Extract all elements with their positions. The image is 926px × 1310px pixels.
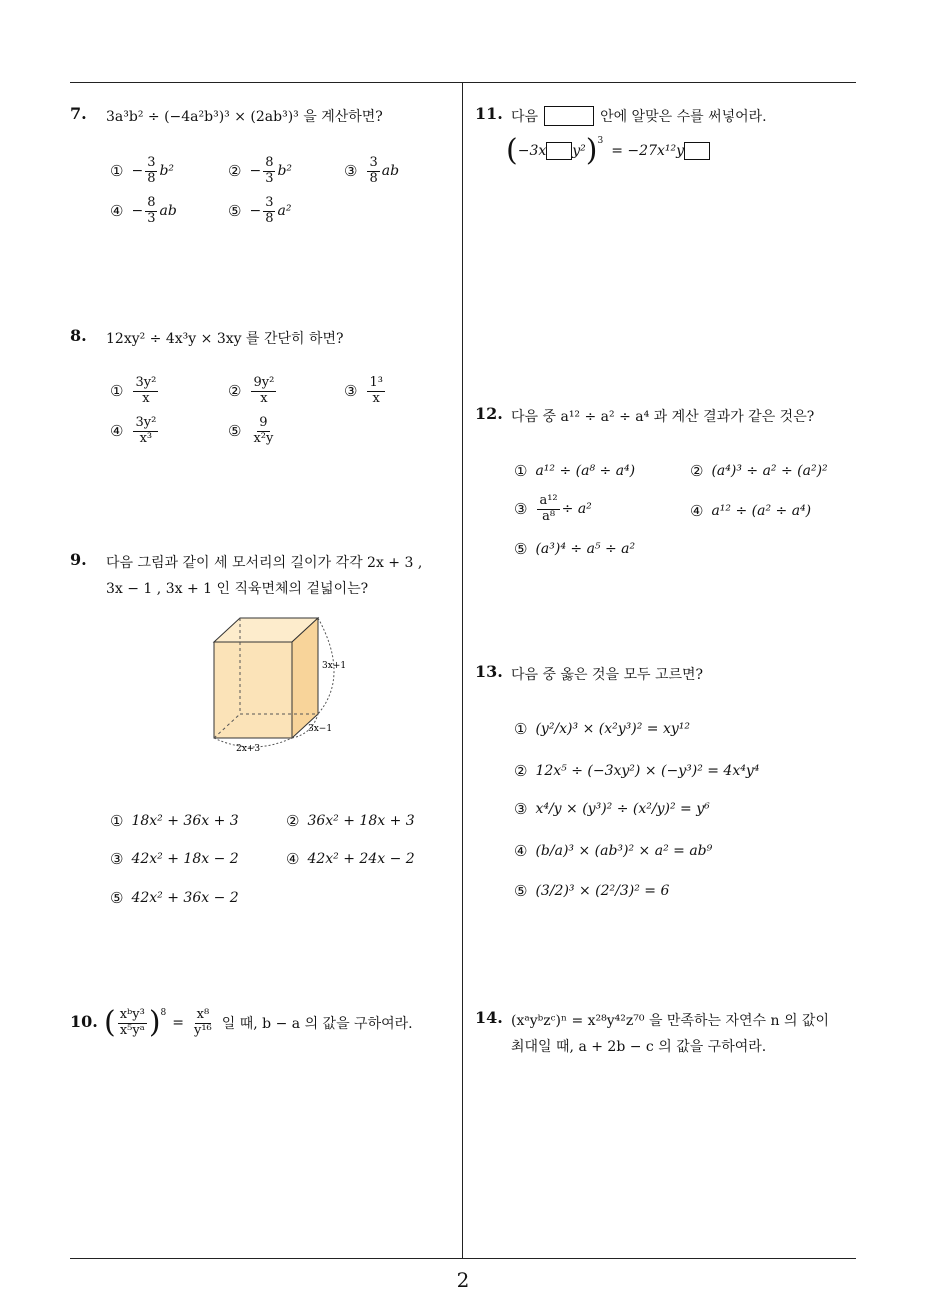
q12-option-1[interactable] [514,462,635,480]
denominator: x [260,390,268,406]
option-text: a¹² ÷ (a² ÷ a⁴) [711,503,812,519]
label-height: 3x+1 [322,661,347,671]
question-10-text: 일 때, b − a 의 값을 구하여라. [221,1016,413,1033]
q12-option-2[interactable] [690,462,828,480]
numerator: 9 [259,415,268,430]
fraction [251,416,275,447]
numerator: a¹² [539,493,558,508]
option-text: 12x⁵ ÷ (−3xy²) × (−y³)² = 4x⁴y⁴ [535,763,760,779]
question-14-text-line2: 최대일 때, a + 2b − c 의 값을 구하여라. [511,1039,767,1055]
option-sign: − [249,163,262,180]
option-marker: ② [228,162,242,181]
q9-option-4[interactable] [286,850,415,868]
option-marker: ④ [110,202,124,221]
q7-option-1[interactable] [110,156,174,187]
answer-box-exponent-y[interactable] [684,142,710,160]
column-divider [462,83,463,1259]
option-text: (y²/x)³ × (x²y³)² = xy¹² [535,721,690,737]
q13-option-5[interactable] [514,882,669,900]
top-rule [70,82,856,83]
option-marker: ⑤ [110,889,124,907]
q8-option-5[interactable] [228,416,277,447]
denominator: 8 [369,170,378,186]
close-paren: ) [148,1005,161,1041]
option-text: 42x² + 18x − 2 [131,851,239,867]
option-text: (3/2)³ × (2²/3)² = 6 [535,883,670,899]
q12-option-4[interactable] [690,502,811,520]
q9-option-3[interactable] [110,850,239,868]
option-variable: ab [159,203,177,220]
denominator: 3 [265,170,274,186]
q13-option-3[interactable] [514,800,710,818]
option-marker: ⑤ [228,422,242,441]
q8-option-3[interactable] [344,376,387,407]
numerator: 3y² [135,415,157,430]
denominator: x²y [253,430,274,446]
option-marker: ② [228,382,242,401]
fraction [367,376,384,407]
page-number: 2 [456,1268,470,1292]
option-marker: ④ [286,850,300,868]
question-14-text-line1: (xᵃyᵇzᶜ)ⁿ = x²⁸y⁴²z⁷⁰ 을 만족하는 자연수 n 의 값이 [511,1013,829,1029]
option-marker: ② [286,812,300,830]
question-7-number: 7. [70,104,87,123]
numerator: 1³ [369,375,383,390]
option-sign: − [131,163,144,180]
question-11-equation: ( −3x y² ) 3 = −27x¹²y [506,136,710,166]
numerator: 3 [147,155,156,170]
fraction [263,156,275,187]
q8-option-2[interactable] [228,376,278,407]
numerator: 9y² [253,375,275,390]
q7-option-3[interactable] [344,156,399,187]
denominator: 8 [147,170,156,186]
denominator: x [142,390,150,406]
option-variable: b² [159,163,175,180]
q10-power: 8 [160,1008,167,1018]
option-marker: ② [514,762,528,780]
option-marker: ④ [514,842,528,860]
open-paren: ( [104,1005,116,1041]
q9-option-1[interactable] [110,812,239,830]
fraction [133,376,158,407]
option-text: ÷ a² [561,501,592,518]
denominator: x³ [139,430,153,446]
option-marker: ③ [514,500,528,519]
numerator: 3y² [135,375,157,390]
q13-option-1[interactable] [514,720,690,738]
option-marker: ③ [344,162,358,181]
option-text: 36x² + 18x + 3 [307,813,415,829]
question-13-text: 다음 중 옳은 것을 모두 고르면? [511,667,704,683]
question-13-number: 13. [475,662,503,681]
option-sign: − [131,203,144,220]
option-marker: ④ [110,422,124,441]
option-sign: − [249,203,262,220]
option-text: (b/a)³ × (ab³)² × a² = ab⁹ [535,843,713,859]
answer-box-exponent-x[interactable] [546,142,572,160]
q12-option-3[interactable] [514,494,592,525]
question-11-number: 11. [475,104,503,123]
label-depth: 3x−1 [308,724,333,734]
question-12-number: 12. [475,404,503,423]
q9-option-2[interactable] [286,812,415,830]
option-marker: ③ [344,382,358,401]
numerator: 3 [369,155,378,170]
answer-box[interactable] [544,106,594,126]
q12-option-5[interactable] [514,540,635,558]
question-12-text: 다음 중 a¹² ÷ a² ÷ a⁴ 과 계산 결과가 같은 것은? [511,409,815,425]
equals-sign: = [172,1015,184,1032]
question-11-text: 다음 안에 알맞은 수를 써넣어라. [511,106,767,126]
question-9-number: 9. [70,550,87,569]
option-text: 42x² + 36x − 2 [131,890,239,906]
fraction [367,156,379,187]
option-text: (a⁴)³ ÷ a² ÷ (a²)² [711,463,828,479]
fraction [263,196,275,227]
option-variable: ab [381,163,400,180]
denominator: a⁸ [542,508,556,524]
option-marker: ① [110,162,124,181]
option-marker: ① [110,382,124,401]
question-8-number: 8. [70,326,87,345]
q13-option-4[interactable] [514,842,712,860]
q7-option-2[interactable] [228,156,292,187]
question-10-expression [104,1005,413,1041]
option-variable: b² [277,163,293,180]
option-marker: ⑤ [514,882,528,900]
numerator: 8 [265,155,274,170]
q7-option-4[interactable] [110,196,177,227]
question-10-number: 10. [70,1012,98,1031]
q9-option-5[interactable] [110,889,239,907]
q8-option-1[interactable] [110,376,160,407]
option-marker: ⑤ [514,540,528,558]
numerator: 8 [147,195,156,210]
option-text: (a³)⁴ ÷ a⁵ ÷ a² [535,541,636,557]
denominator: 8 [265,210,274,226]
option-marker: ⑤ [228,202,242,221]
fraction [145,156,157,187]
option-marker: ① [110,812,124,830]
numerator: 3 [265,195,274,210]
fraction [251,376,276,407]
option-marker: ① [514,720,528,738]
bottom-rule [70,1258,856,1259]
fraction [537,494,559,525]
q13-option-2[interactable] [514,762,759,780]
question-7-text: 3a³b² ÷ (−4a²b³)³ × (2ab³)³ 을 계산하면? [106,109,383,125]
q10-inner-fraction: $\frac{\text{xᵇy³}}{\text{x⁵yᵃ}}$ [119,1007,145,1038]
question-9-text-line2: 3x − 1 , 3x + 1 인 직육면체의 겉넓이는? [106,581,369,597]
q8-option-4[interactable] [110,416,160,447]
option-marker: ③ [514,800,528,818]
question-14-number: 14. [475,1008,503,1027]
question-8-text: 12xy² ÷ 4x³y × 3xy 를 간단히 하면? [106,331,344,347]
denominator: 3 [147,210,156,226]
denominator: x [372,390,380,406]
q7-option-5[interactable] [228,196,291,227]
option-text: 18x² + 36x + 3 [131,813,239,829]
option-text: x⁴/y × (y³)² ÷ (x²/y)² = y⁶ [535,801,710,817]
option-text: a¹² ÷ (a⁸ ÷ a⁴) [535,463,636,479]
option-text: 42x² + 24x − 2 [307,851,415,867]
label-width: 2x+3 [236,744,261,754]
option-marker: ③ [110,850,124,868]
fraction [145,196,157,227]
option-marker: ① [514,462,528,480]
fraction [133,416,158,447]
q10-rhs-fraction: $\frac{\text{x⁸}}{\text{y¹⁶}}$ [194,1007,212,1038]
option-variable: a² [277,203,292,220]
question-9-text-line1: 다음 그림과 같이 세 모서리의 길이가 각각 2x + 3 , [106,555,423,571]
option-marker: ② [690,462,704,480]
cuboid-figure [200,610,370,760]
option-marker: ④ [690,502,704,520]
